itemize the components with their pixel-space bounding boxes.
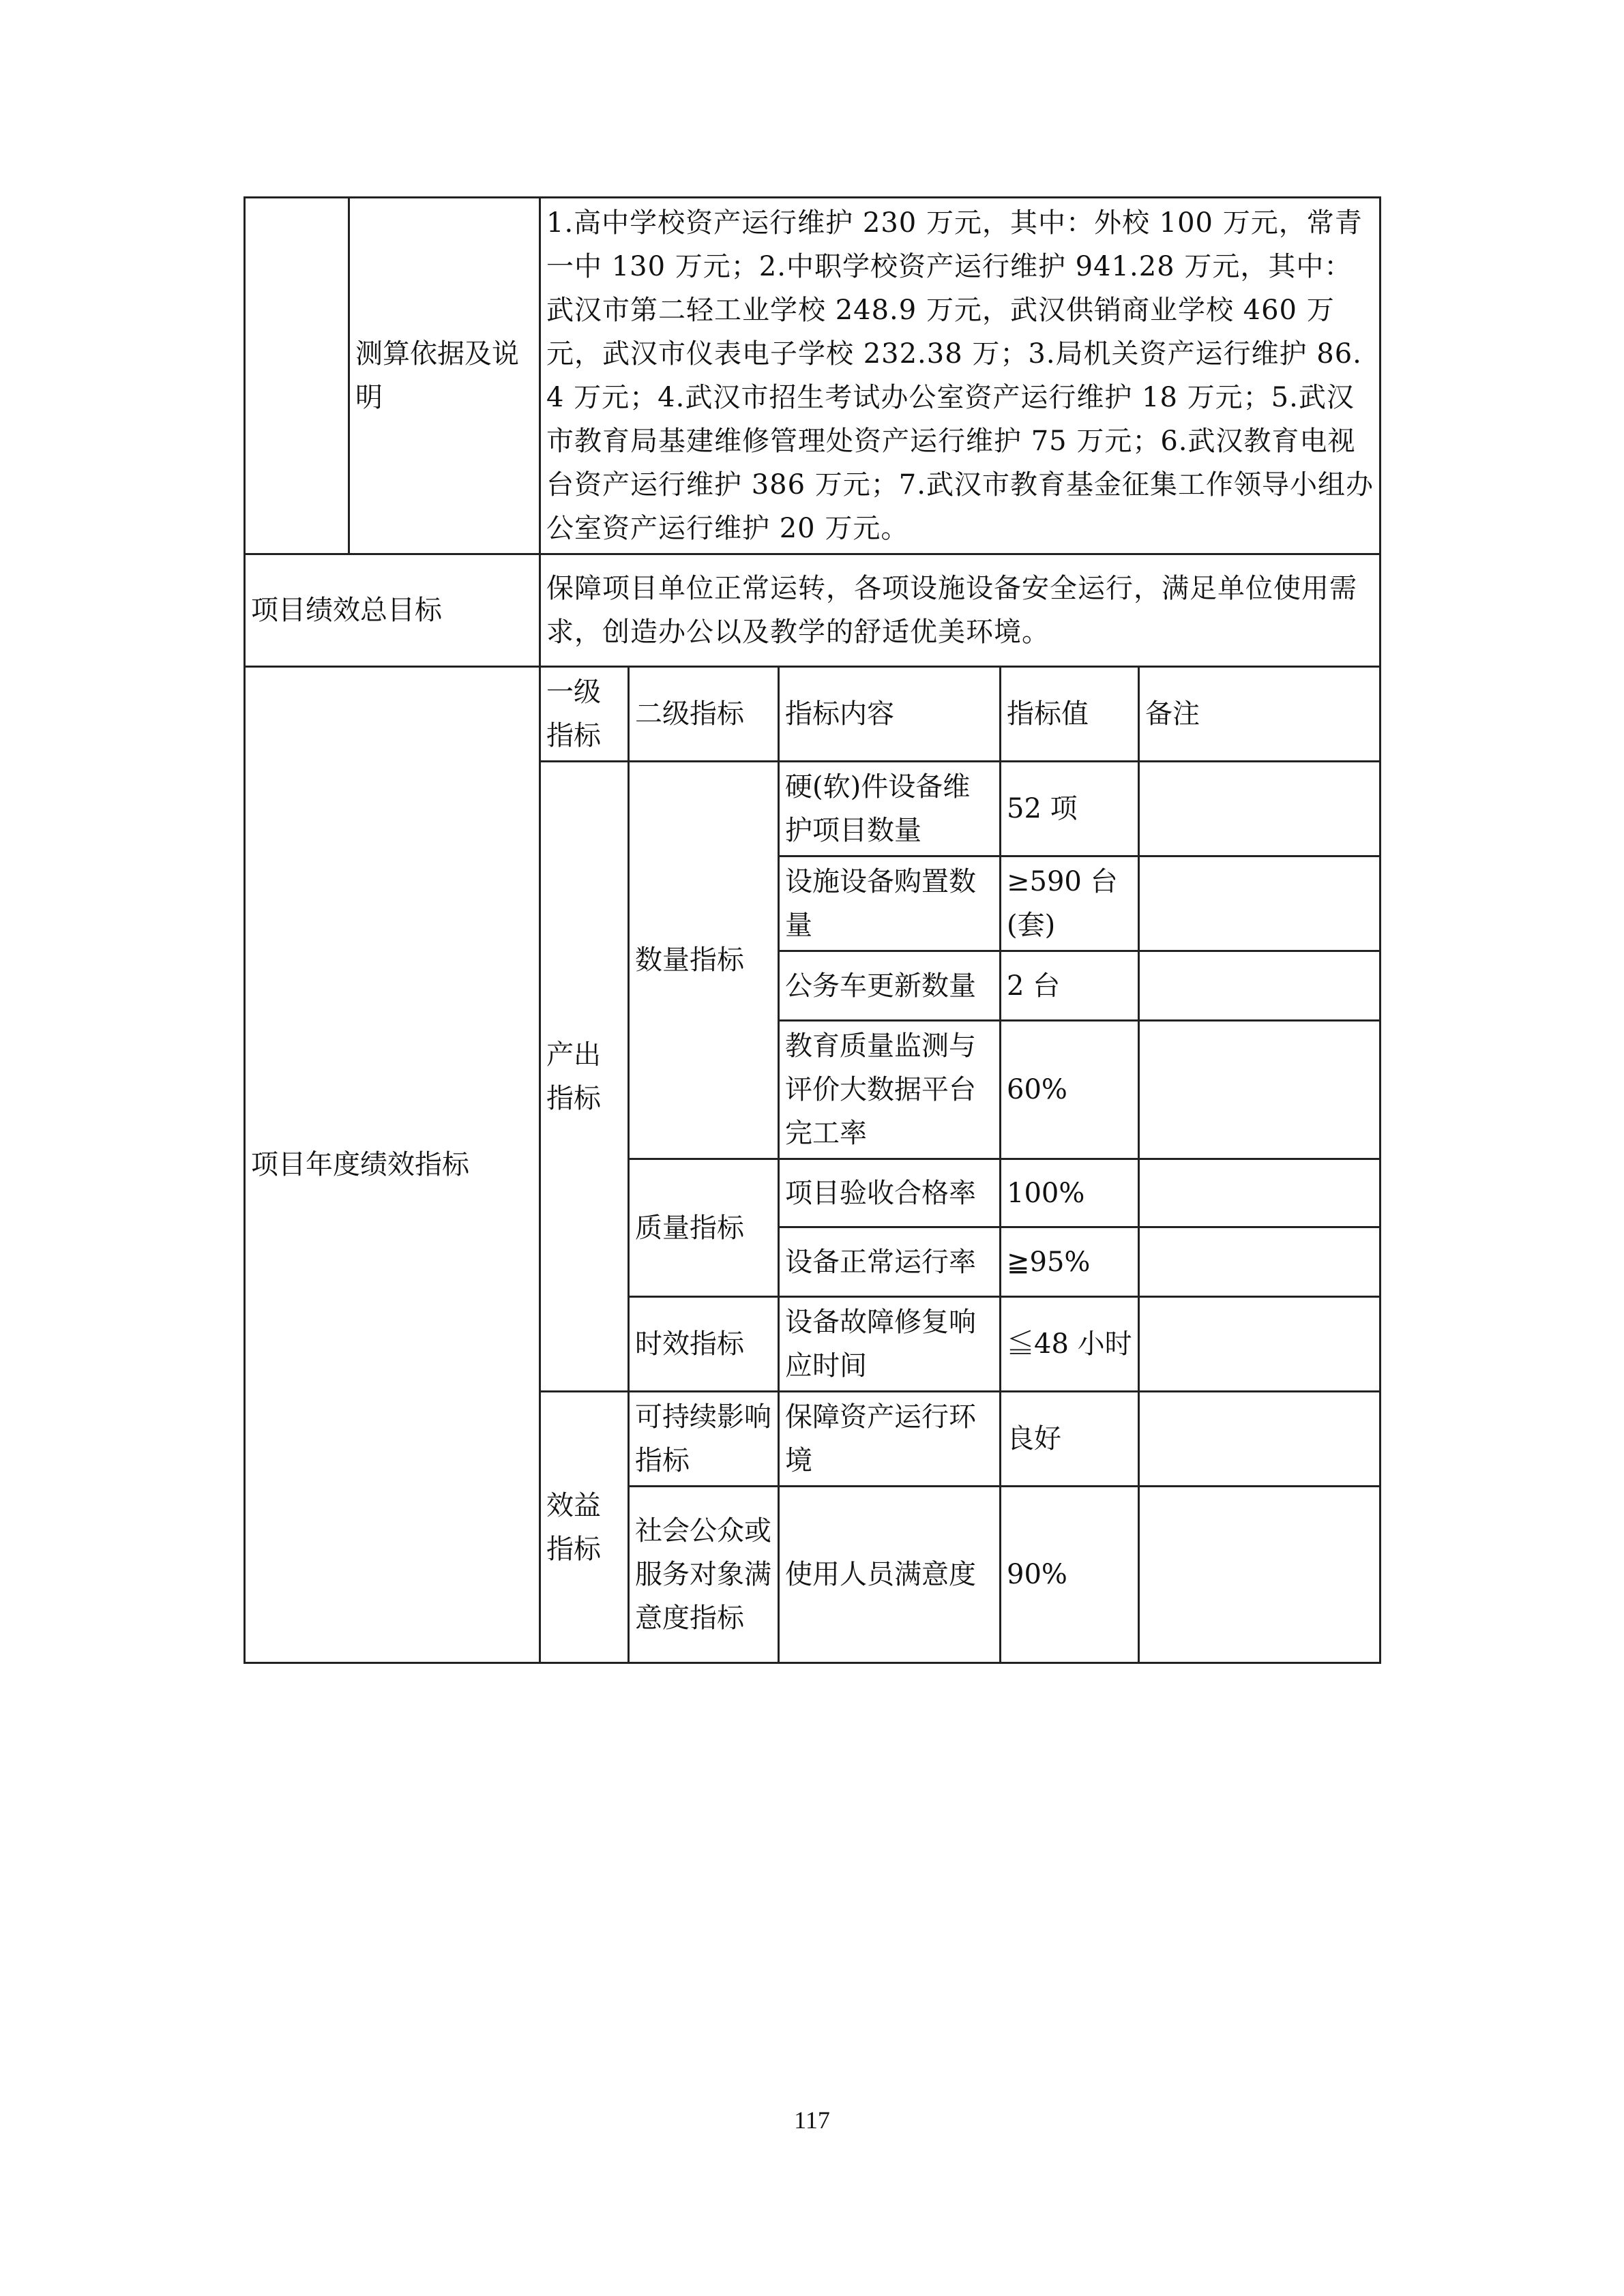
performance-table bbox=[243, 196, 1381, 1664]
level2-cell: 数量指标 bbox=[629, 762, 779, 1159]
level2-cell: 时效指标 bbox=[629, 1297, 779, 1392]
level2-cell: 质量指标 bbox=[629, 1159, 779, 1297]
content-cell: 保障资产运行环境 bbox=[779, 1392, 1001, 1487]
calc-row bbox=[245, 198, 1381, 554]
note-cell bbox=[1139, 1487, 1381, 1663]
annual-label: 项目年度绩效指标 bbox=[245, 667, 540, 1663]
page-number: 117 bbox=[794, 2106, 830, 2134]
level2-cell: 社会公众或服务对象满意度指标 bbox=[629, 1487, 779, 1663]
value-cell: ≦48 小时 bbox=[1001, 1297, 1139, 1392]
value-cell: 90% bbox=[1001, 1487, 1139, 1663]
blank-cell bbox=[245, 198, 349, 554]
note-cell bbox=[1139, 1021, 1381, 1159]
calc-label: 测算依据及说明 bbox=[349, 198, 540, 554]
level1-cell: 效益指标 bbox=[540, 1392, 629, 1663]
value-cell: 良好 bbox=[1001, 1392, 1139, 1487]
content-cell: 设备故障修复响应时间 bbox=[779, 1297, 1001, 1392]
header-cell: 一级指标 bbox=[540, 667, 629, 762]
goal-row bbox=[245, 554, 1381, 667]
content-cell: 使用人员满意度 bbox=[779, 1487, 1001, 1663]
note-cell bbox=[1139, 762, 1381, 856]
content-cell: 设备正常运行率 bbox=[779, 1227, 1001, 1297]
value-cell: 52 项 bbox=[1001, 762, 1139, 856]
content-cell: 硬(软)件设备维护项目数量 bbox=[779, 762, 1001, 856]
note-cell bbox=[1139, 951, 1381, 1021]
content-cell: 公务车更新数量 bbox=[779, 951, 1001, 1021]
header-cell: 指标值 bbox=[1001, 667, 1139, 762]
content-cell: 教育质量监测与评价大数据平台完工率 bbox=[779, 1021, 1001, 1159]
note-cell bbox=[1139, 1392, 1381, 1487]
calc-text: 1.高中学校资产运行维护 230 万元，其中：外校 100 万元，常青一中 130 万元；2.中职学校资产运行维护 941.28 万元，其中：武汉市第二轻工业学校 248.9 万元，武汉供销商业学校 460 万元，武汉市仪表电子学校 232.38 万；3.局机关资产运行维护 86.4 万元；4.武汉市招生考试办公室资产运行维护 18 万元；5.武汉市教育局基建维修管理处资产运行维护 75 万元；6.武汉教育电视台资产运行维护 386 万元；7.武汉市教育基金征集工作领导小组办公室资产运行维护 20 万元。 bbox=[540, 198, 1381, 554]
goal-label: 项目绩效总目标 bbox=[245, 554, 540, 667]
content-cell: 项目验收合格率 bbox=[779, 1159, 1001, 1227]
level1-cell: 产出指标 bbox=[540, 762, 629, 1392]
value-cell: ≧95% bbox=[1001, 1227, 1139, 1297]
note-cell bbox=[1139, 1297, 1381, 1392]
header-cell: 备注 bbox=[1139, 667, 1381, 762]
value-cell: 100% bbox=[1001, 1159, 1139, 1227]
content-cell: 设施设备购置数量 bbox=[779, 856, 1001, 951]
goal-text: 保障项目单位正常运转，各项设施设备安全运行，满足单位使用需求，创造办公以及教学的舒适优美环境。 bbox=[540, 554, 1381, 667]
header-cell: 指标内容 bbox=[779, 667, 1001, 762]
header-cell: 二级指标 bbox=[629, 667, 779, 762]
header-row bbox=[245, 667, 1381, 762]
note-cell bbox=[1139, 1159, 1381, 1227]
note-cell bbox=[1139, 856, 1381, 951]
value-cell: 2 台 bbox=[1001, 951, 1139, 1021]
value-cell: ≥590 台(套) bbox=[1001, 856, 1139, 951]
note-cell bbox=[1139, 1227, 1381, 1297]
level2-cell: 可持续影响指标 bbox=[629, 1392, 779, 1487]
value-cell: 60% bbox=[1001, 1021, 1139, 1159]
